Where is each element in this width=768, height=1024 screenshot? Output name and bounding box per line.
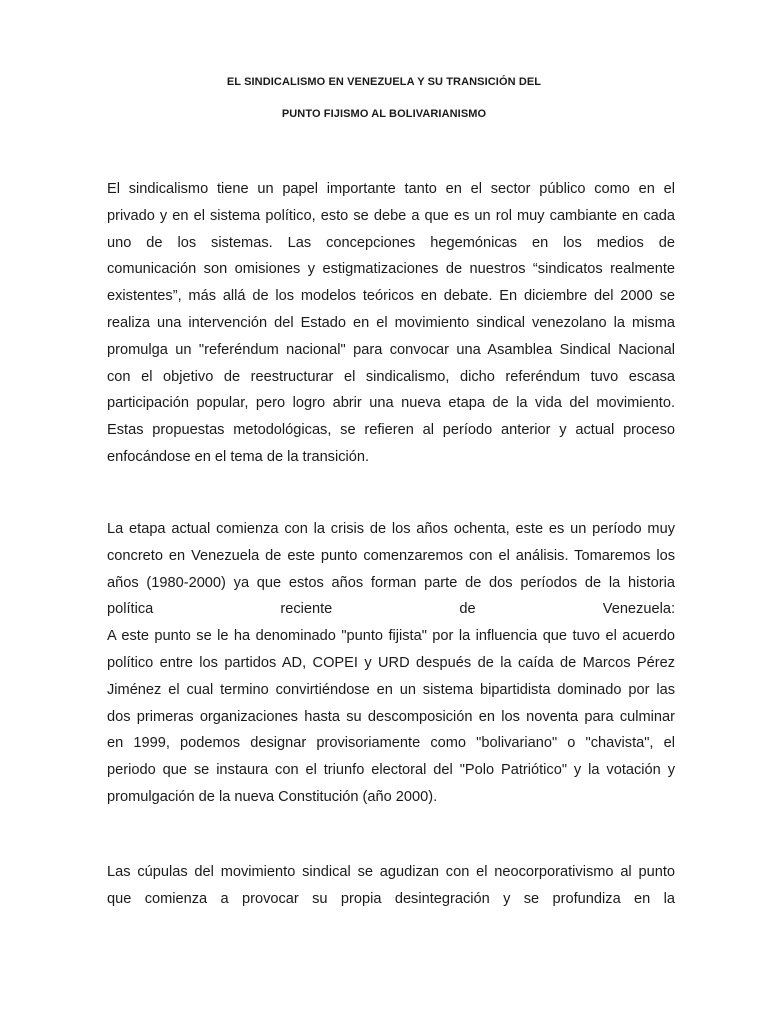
paragraph-line: dos primeras organizaciones hasta su descomposición en los noventa para culminar (107, 708, 675, 725)
paragraph-line: concreto en Venezuela de este punto comenzaremos con el análisis. Tomaremos los (107, 547, 675, 564)
paragraph-line: Las cúpulas del movimiento sindical se agudizan con el neocorporativismo al punto (107, 864, 675, 880)
paragraph-line: promulgación de la nueva Constitución (año 2000). (107, 788, 438, 805)
paragraph-2 (107, 516, 675, 811)
paragraph-line: enfocándose en el tema de la transición. (107, 448, 370, 465)
paragraph-line: La etapa actual comienza con la crisis de los años ochenta, este es un período muy (107, 521, 675, 537)
paragraph-line: A este punto se le ha denominado "punto fijista" por la influencia que tuvo el acuerdo (107, 628, 675, 645)
paragraph-line: Jiménez el cual termino convirtiéndose en un sistema bipartidista dominado por las (107, 681, 675, 698)
paragraph-line: en 1999, podemos designar provisoriamente como "bolivariano" o "chavista", el (107, 735, 675, 752)
paragraph-line: existentes”, más allá de los modelos teóricos en debate. En diciembre del 2000 se (107, 288, 675, 305)
document-title-line-1: EL SINDICALISMO EN VENEZUELA Y SU TRANSICIÓN DEL (226, 76, 542, 88)
paragraph-line: privado y en el sistema político, esto se debe a que es un rol muy cambiante en cada (107, 207, 675, 224)
paragraph-1 (107, 176, 675, 471)
paragraph-line: periodo que se instaura con el triunfo electoral del "Polo Patriótico" y la votación y (107, 762, 675, 779)
paragraph-line: años (1980-2000) ya que estos años forman parte de dos períodos de la historia (107, 574, 675, 591)
paragraph-line: Estas propuestas metodológicas, se refieren al período anterior y actual proceso (107, 422, 675, 439)
paragraph-line: político entre los partidos AD, COPEI y URD después de la caída de Marcos Pérez (107, 654, 675, 671)
paragraph-line: política reciente de Venezuela: (107, 601, 675, 618)
paragraph-line: con el objetivo de reestructurar el sindicalismo, dicho referéndum tuvo escasa (107, 368, 675, 385)
paragraph-line: El sindicalismo tiene un papel importante tanto en el sector público como en el (107, 181, 675, 197)
paragraph-line: que comienza a provocar su propia desintegración y se profundiza en la (107, 890, 675, 907)
paragraph-line: participación popular, pero logro abrir una nueva etapa de la vida del movimiento. (107, 395, 675, 412)
paragraph-line: uno de los sistemas. Las concepciones hegemónicas en los medios de (107, 234, 675, 251)
paragraph-line: comunicación son omisiones y estigmatizaciones de nuestros “sindicatos realmente (107, 261, 675, 278)
paragraph-line: realiza una intervención del Estado en el movimiento sindical venezolano la misma (107, 314, 675, 331)
paragraph-line: promulga un "referéndum nacional" para convocar una Asamblea Sindical Nacional (107, 341, 675, 358)
paragraph-3 (107, 859, 675, 913)
document-title-line-2: PUNTO FIJISMO AL BOLIVARIANISMO (281, 108, 487, 120)
